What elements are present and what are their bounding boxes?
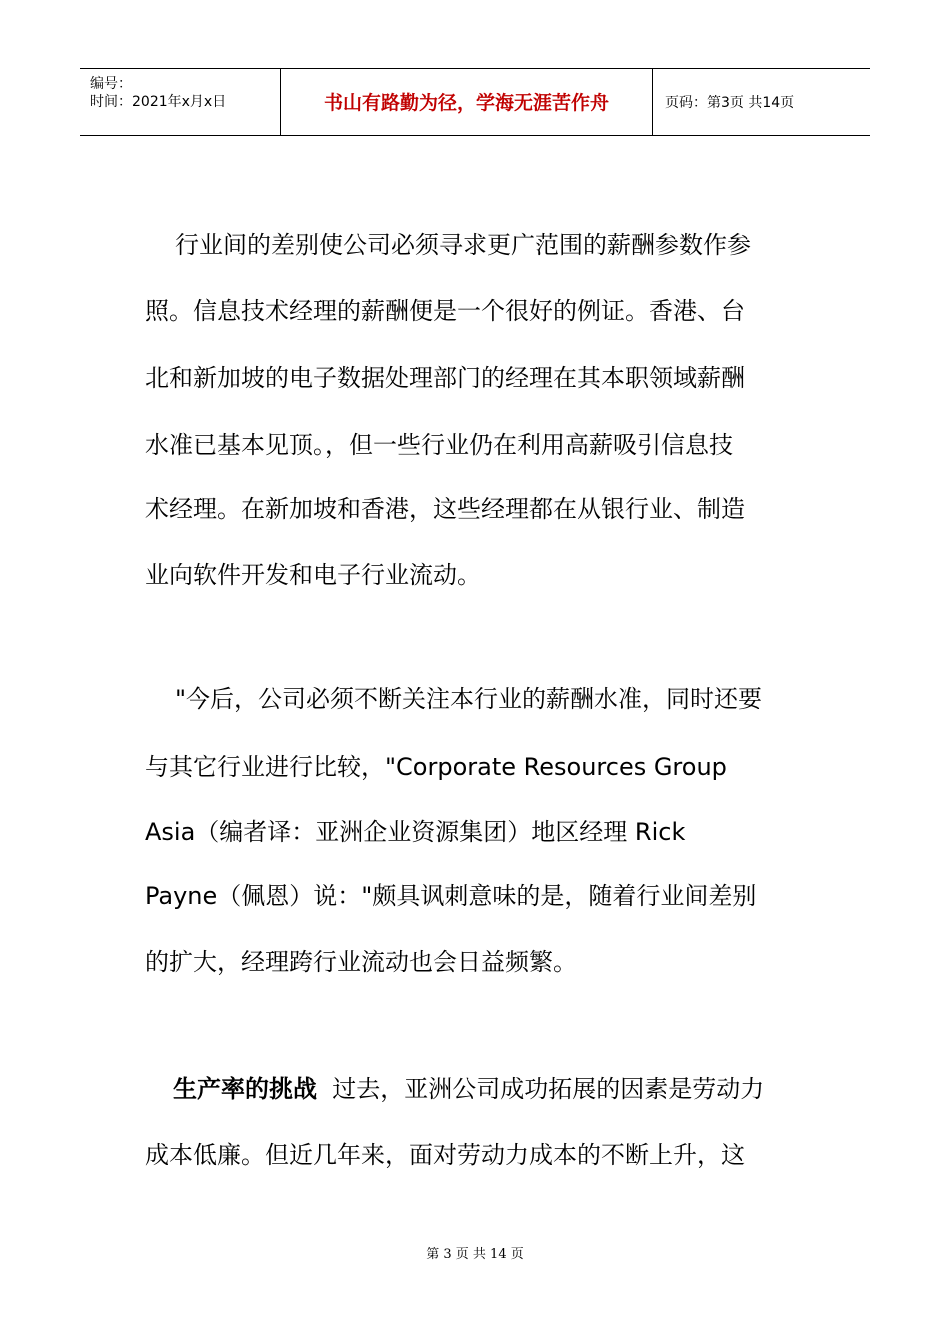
paragraph-line: Payne（佩恩）说："颇具讽刺意味的是，随着行业间差别 [145, 882, 757, 910]
paragraph-line: 行业间的差别使公司必须寻求更广范围的薪酬参数作参 [175, 231, 751, 259]
header-motto: 书山有路勤为径，学海无涯苦作舟 [323, 92, 609, 114]
header-meta-cell [80, 69, 281, 135]
paragraph-line: 的扩大，经理跨行业流动也会日益频繁。 [145, 948, 577, 976]
time-label: 时间：2021年x月x日 [90, 94, 227, 110]
page-header [80, 68, 870, 136]
paragraph-line: 与其它行业进行比较，"Corporate Resources Group [145, 753, 727, 781]
paragraph-line: 北和新加坡的电子数据处理部门的经理在其本职领域薪酬 [145, 364, 745, 392]
paragraph-line: "今后，公司必须不断关注本行业的薪酬水准，同时还要 [175, 685, 763, 713]
section-heading: 生产率的挑战 [173, 1075, 317, 1103]
header-page-cell [653, 69, 870, 135]
paragraph-line: 照。信息技术经理的薪酬便是一个很好的例证。香港、台 [145, 297, 745, 325]
page-footer: 第 3 页 共 14 页 [426, 1247, 524, 1262]
paragraph-line: 成本低廉。但近几年来，面对劳动力成本的不断上升，这 [145, 1141, 745, 1169]
number-label: 编号： [90, 76, 132, 92]
paragraph-line: 业向软件开发和电子行业流动。 [145, 561, 481, 589]
header-page-info: 页码：第3页 共14页 [665, 95, 795, 111]
paragraph-line: 术经理。在新加坡和香港，这些经理都在从银行业、制造 [145, 495, 745, 523]
paragraph-text: 过去，亚洲公司成功拓展的因素是劳动力 [332, 1075, 765, 1103]
heading-gap [317, 1075, 332, 1103]
paragraph-line-with-heading [173, 1074, 764, 1104]
header-motto-cell [281, 69, 653, 135]
paragraph-line: 水准已基本见顶。，但一些行业仍在利用高薪吸引信息技 [145, 431, 733, 459]
paragraph-line: Asia（编者译：亚洲企业资源集团）地区经理 Rick [145, 818, 686, 846]
